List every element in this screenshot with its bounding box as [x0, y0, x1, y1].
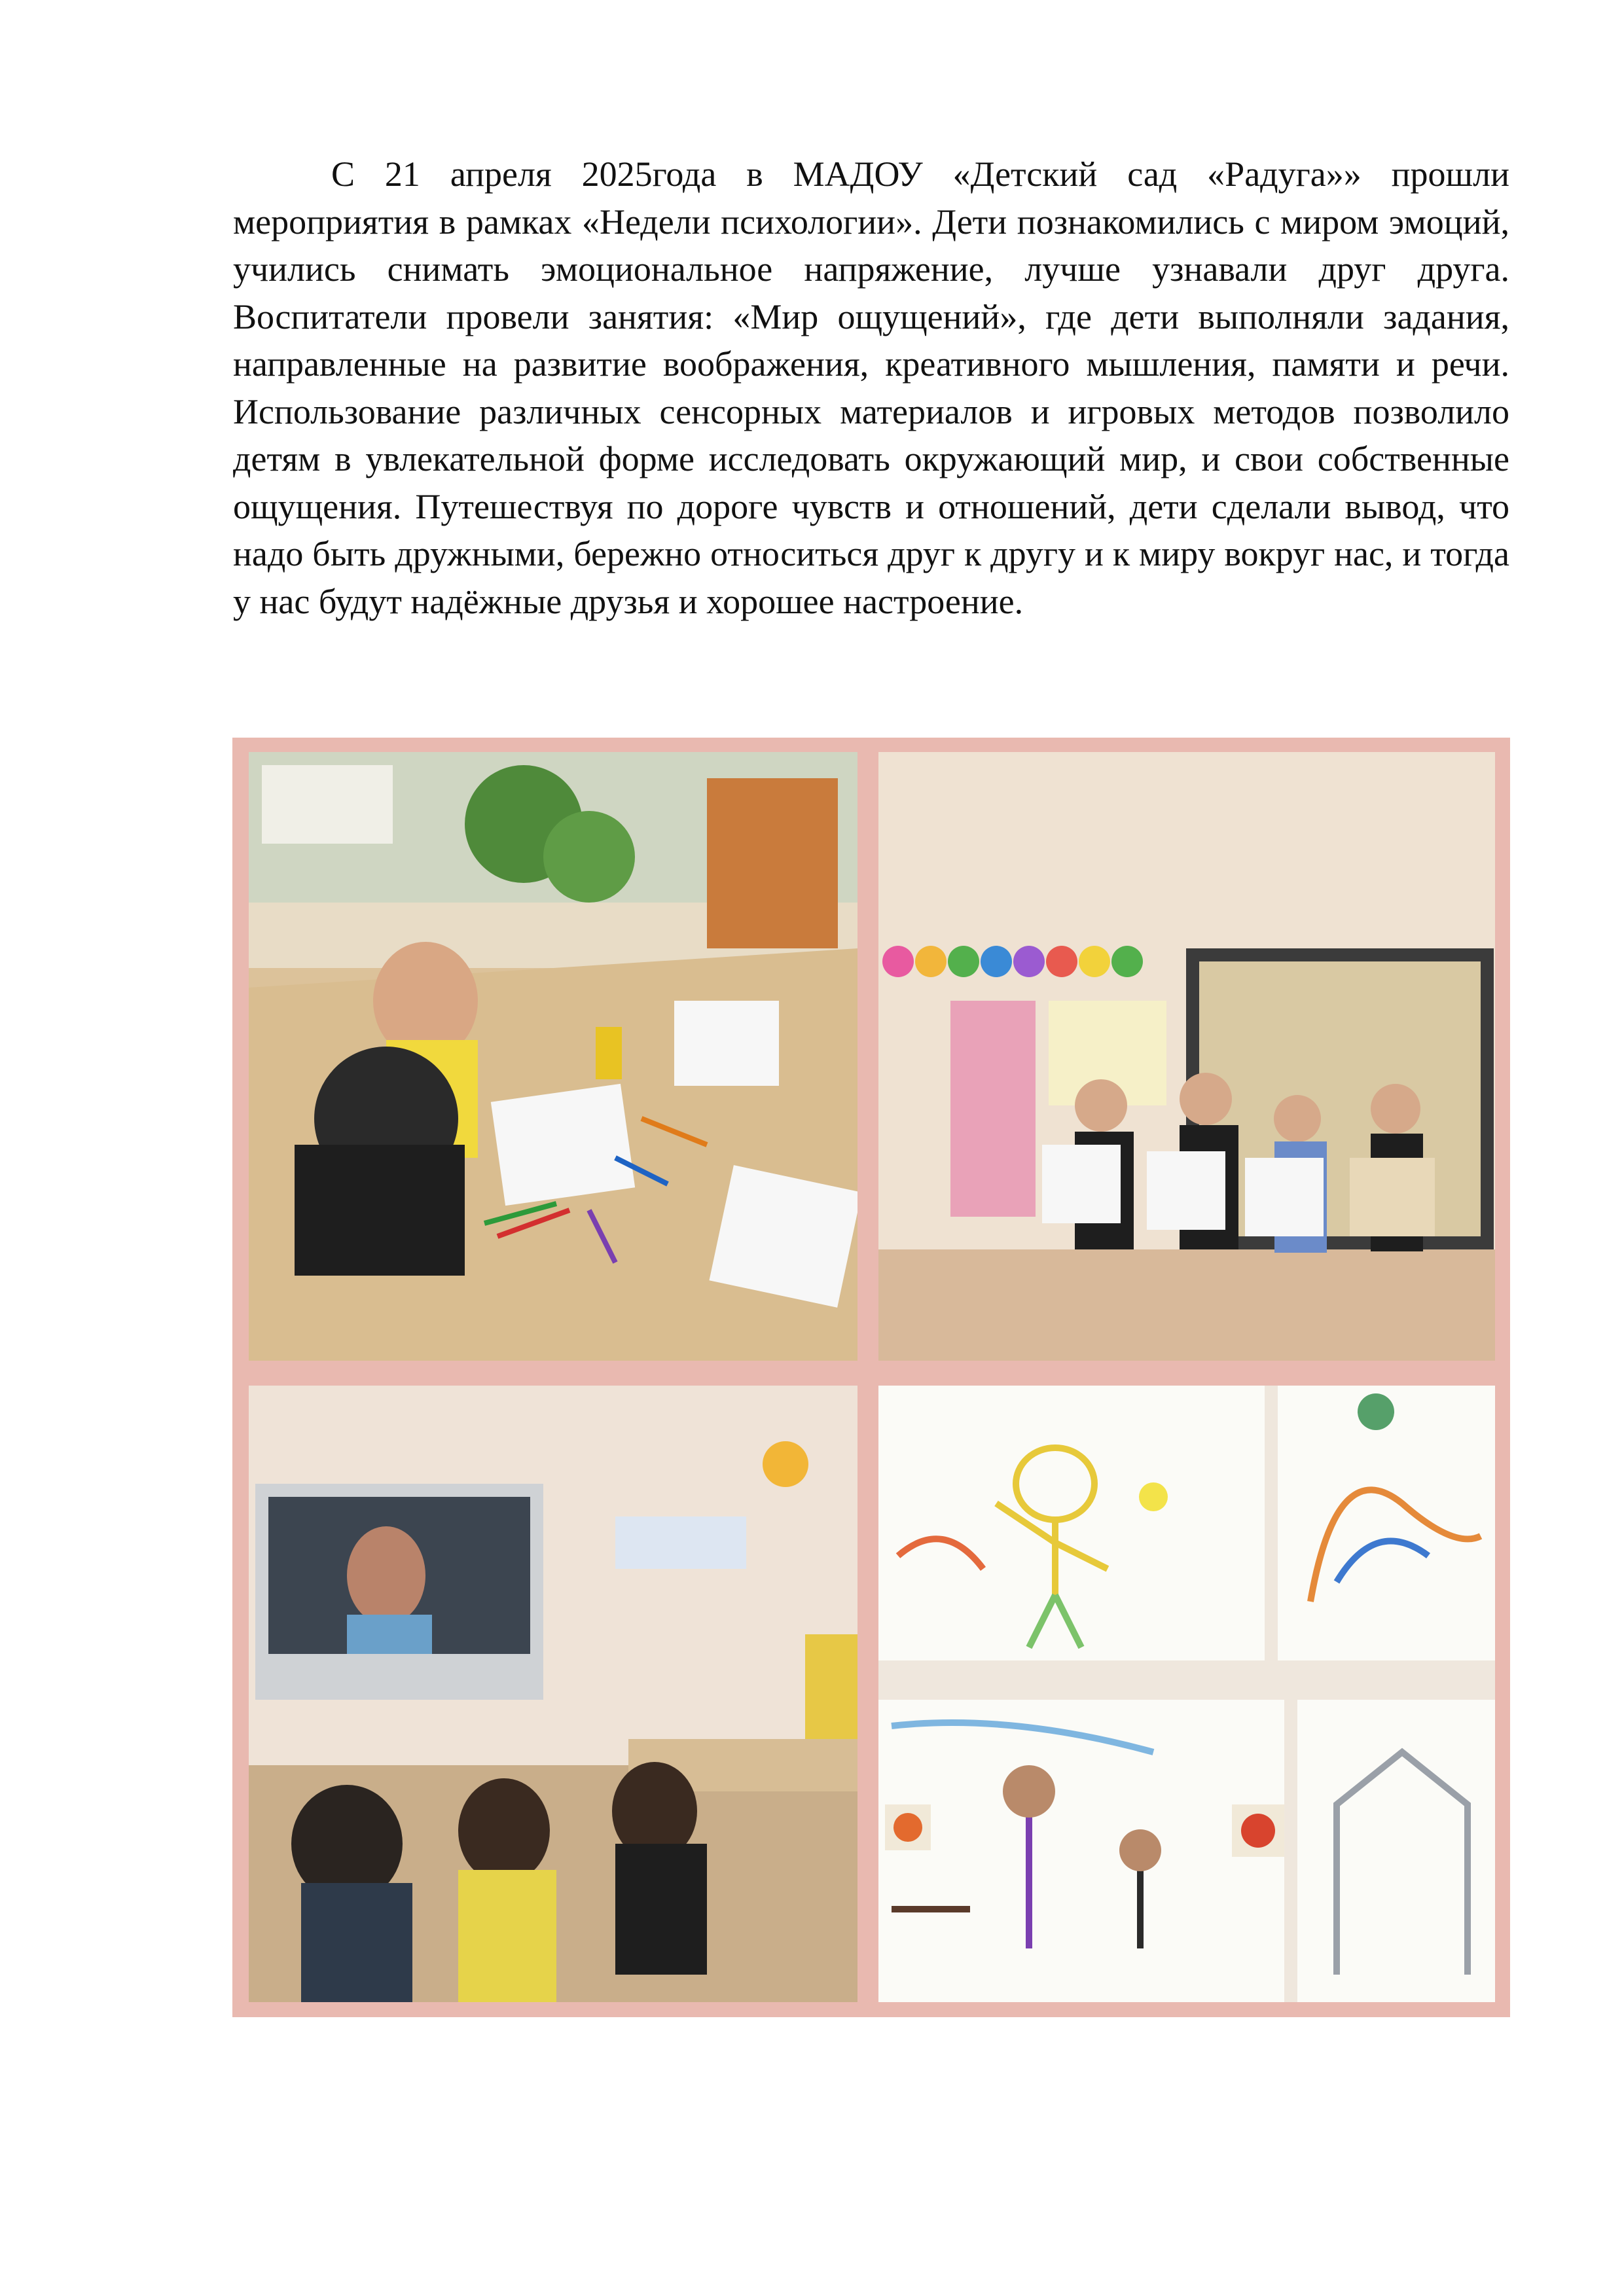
photo-collage — [232, 738, 1510, 2017]
children-holding-drawings-photo — [878, 752, 1495, 1361]
children-drawing-at-table-photo — [249, 752, 857, 1361]
children-watching-screen-photo — [249, 1386, 857, 2002]
body-paragraph: С 21 апреля 2025года в МАДОУ «Детский сад «Радуга»» прошли мероприятия в рамках «Недели психологии». Дети познакомились с миром эмоций, учились снимать эмоциональное напряжение, лучше узнавали друг друга. Воспитатели провели занятия: «Мир ощущений», где дети выполняли задания, направленные на развитие воображения, креативного мышления, памяти и речи. Использование различных сенсорных материалов и игровых методов позволило детям в увлекательной форме исследовать окружающий мир, и свои собственные ощущения. Путешествуя по дороге чувств и отношений, дети сделали вывод, что надо быть дружными, бережно относиться друг к другу и к миру вокруг нас, и тогда у нас будут надёжные друзья и хорошее настроение. — [233, 154, 1509, 621]
children-artwork-photo — [878, 1386, 1495, 2002]
